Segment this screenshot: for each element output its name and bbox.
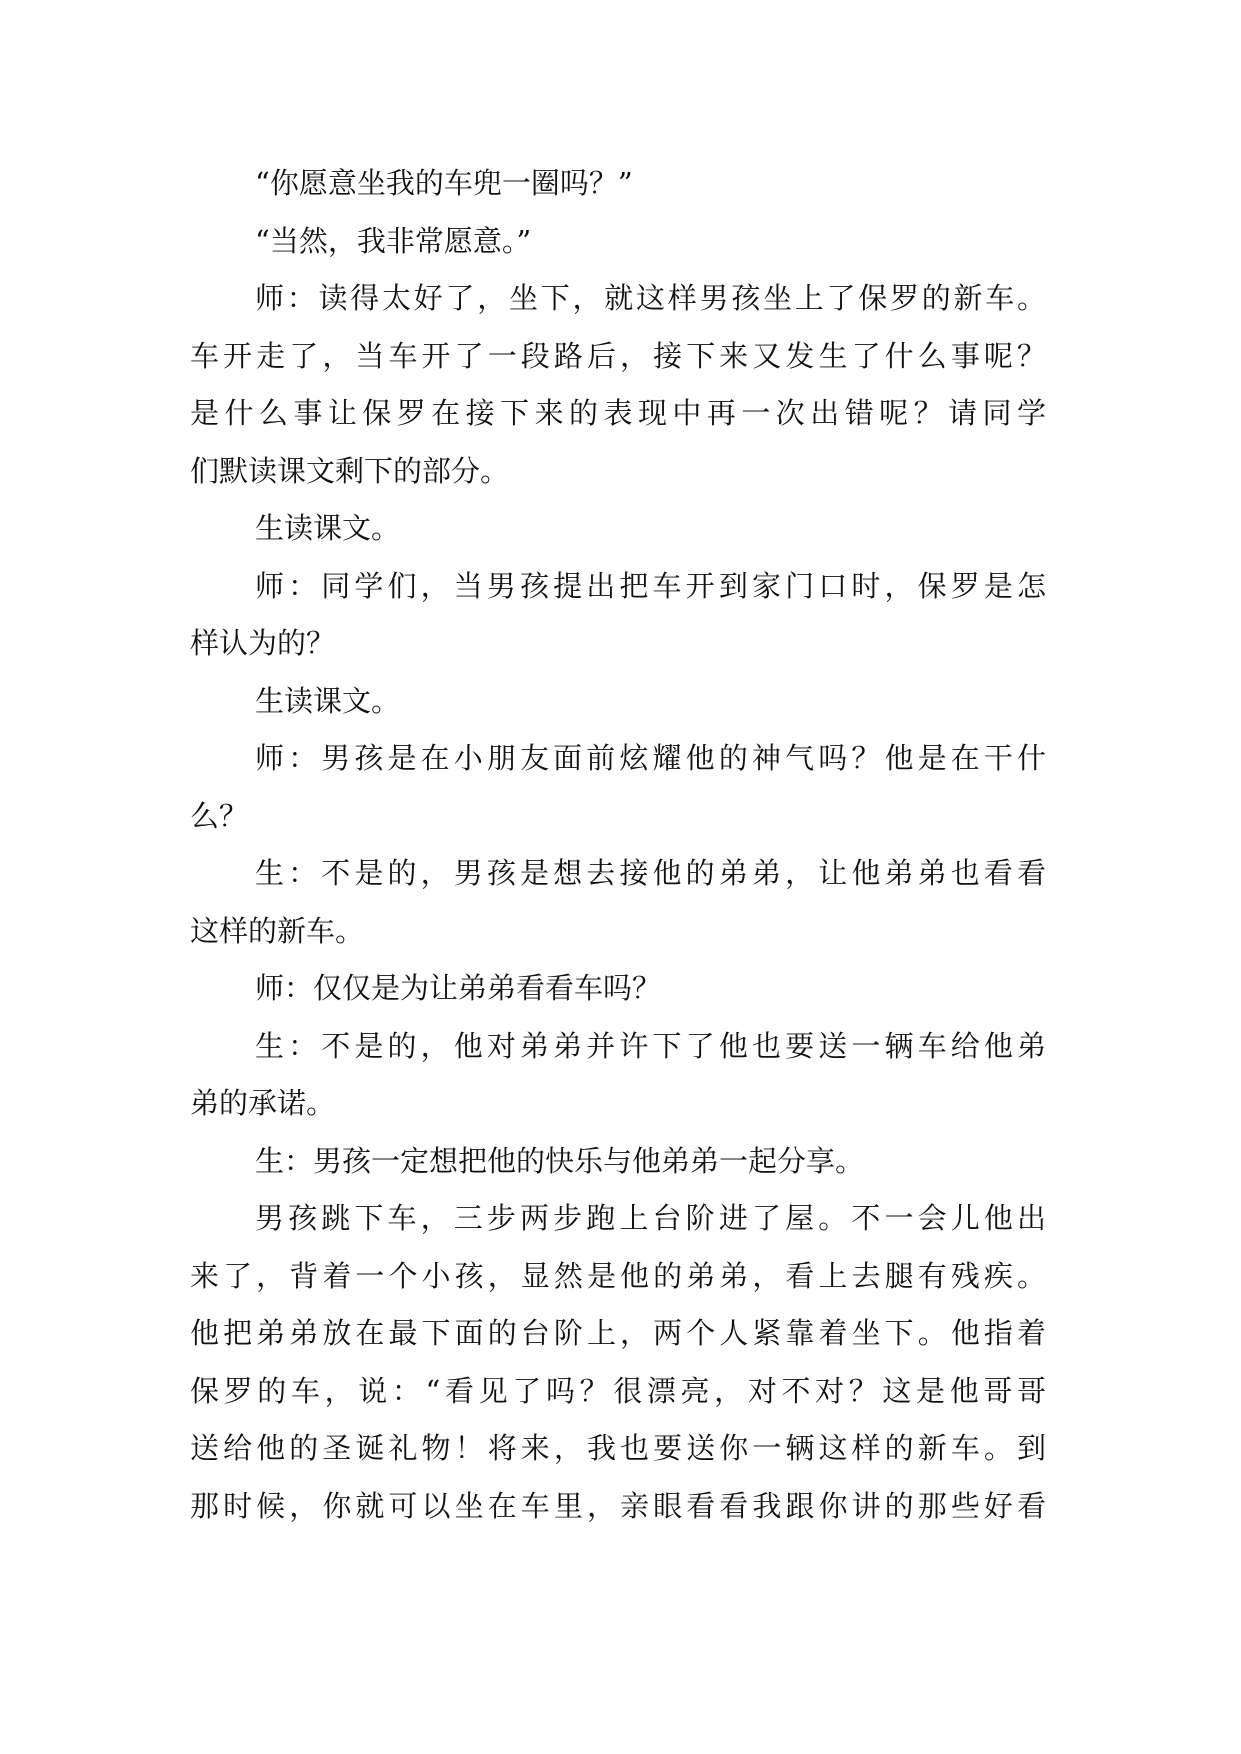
text-line: 师：读得太好了，坐下，就这样男孩坐上了保罗的新车。 — [255, 281, 1046, 315]
text-line: 师：同学们，当男孩提出把车开到家门口时，保罗是怎 — [255, 568, 1046, 603]
text-line: 男孩跳下车，三步两步跑上台阶进了屋。不一会儿他出 — [255, 1201, 1046, 1235]
text-line: 么？ — [190, 798, 249, 833]
text-line: 他把弟弟放在最下面的台阶上，两个人紧靠着坐下。他指着 — [190, 1316, 1046, 1350]
text-line: 来了，背着一个小孩，显然是他的弟弟，看上去腿有残疾。 — [190, 1258, 1046, 1293]
text-line: 生读课文。 — [255, 683, 401, 718]
text-line: “当然，我非常愿意。” — [255, 223, 532, 258]
text-line: 生读课文。 — [255, 511, 401, 545]
text-line: 保罗的车，说：“看见了吗？很漂亮，对不对？这是他哥哥 — [190, 1373, 1046, 1408]
text-line: 生：男孩一定想把他的快乐与他弟弟一起分享。 — [255, 1143, 865, 1178]
text-line: 生：不是的，他对弟弟并许下了他也要送一辆车给他弟 — [255, 1028, 1046, 1063]
text-line: 送给他的圣诞礼物！将来，我也要送你一辆这样的新车。到 — [190, 1431, 1046, 1465]
text-line: 这样的新车。 — [190, 913, 365, 948]
text-line: 样认为的？ — [190, 626, 336, 660]
text-line: 车开走了，当车开了一段路后，接下来又发生了什么事呢？ — [190, 338, 1046, 373]
text-line: “你愿意坐我的车兜一圈吗？” — [255, 166, 633, 200]
text-line: 们默读课文剩下的部分。 — [190, 453, 510, 488]
text-line: 师：男孩是在小朋友面前炫耀他的神气吗？他是在干什 — [255, 741, 1046, 775]
text-line: 是什么事让保罗在接下来的表现中再一次出错呢？请同学 — [190, 396, 1046, 430]
text-line: 师：仅仅是为让弟弟看看车吗？ — [255, 971, 662, 1005]
text-line: 弟的承诺。 — [190, 1086, 336, 1120]
text-line: 那时候，你就可以坐在车里，亲眼看看我跟你讲的那些好看 — [190, 1488, 1046, 1523]
text-line: 生：不是的，男孩是想去接他的弟弟，让他弟弟也看看 — [255, 856, 1046, 890]
